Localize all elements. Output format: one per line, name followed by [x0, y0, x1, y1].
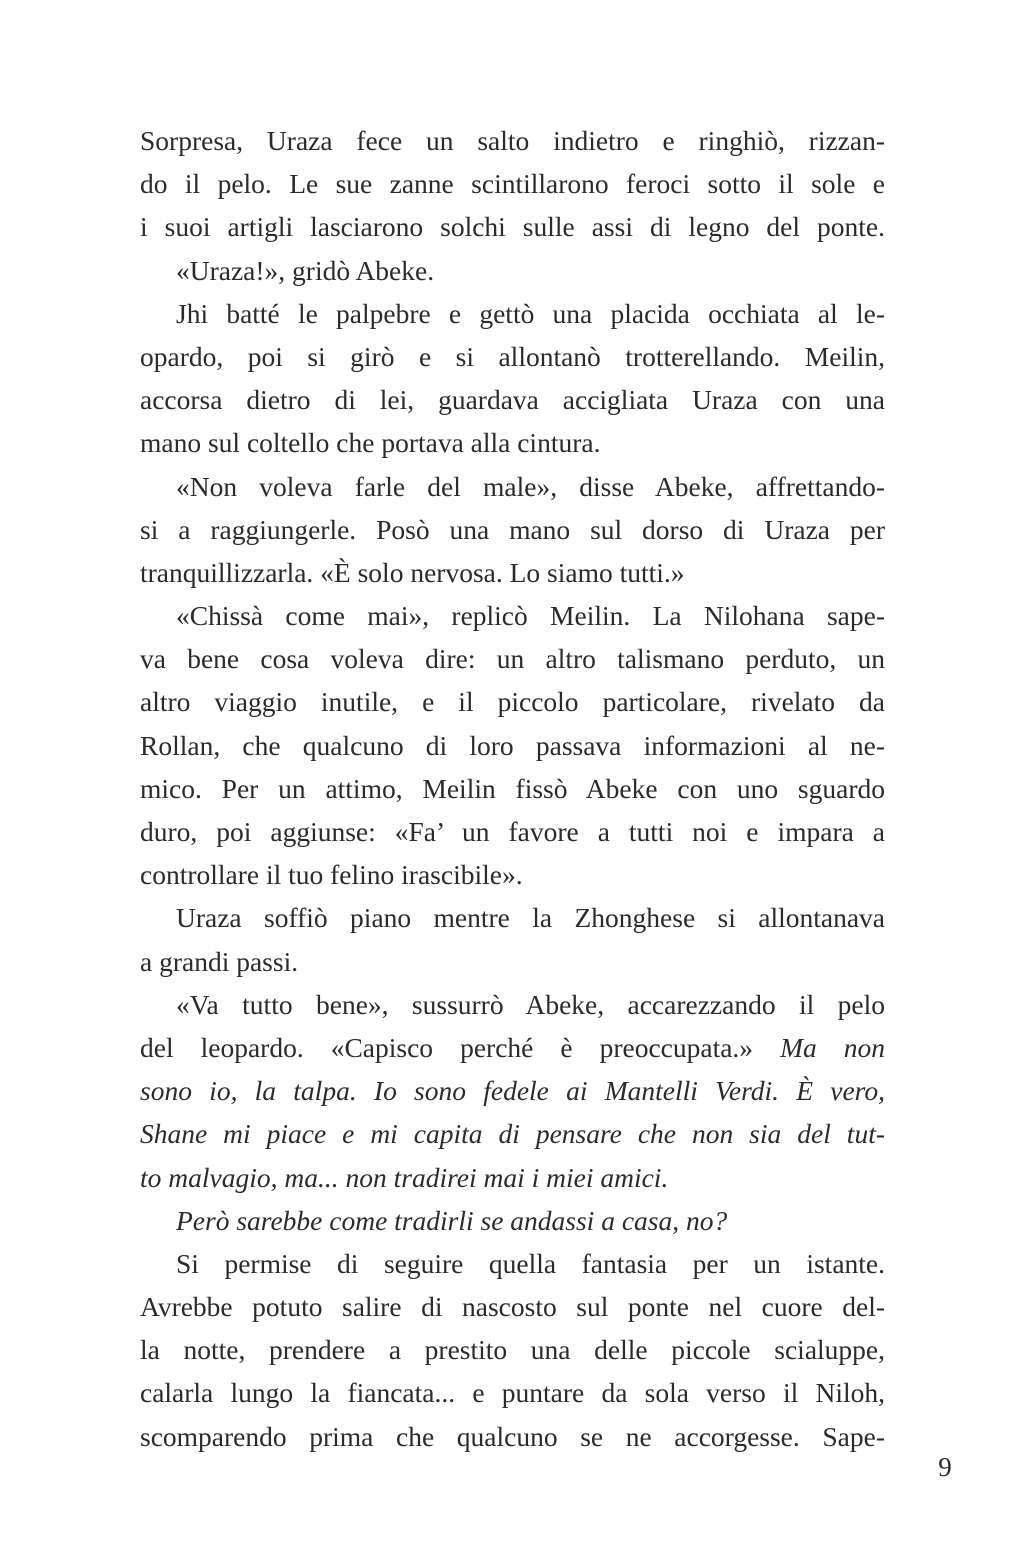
text-line-3: i suoi artigli lasciarono solchi sulle assi di legno del ponte.: [140, 211, 885, 243]
text-line-11: tranquillizzarla. «È solo nervosa. Lo siamo tutti.»: [140, 556, 685, 588]
italic-text: Però sarebbe come tradirli se andassi a casa, no?: [176, 1204, 728, 1236]
text-line-21: «Va tutto bene», sussurrò Abeke, accarezzando il pelo: [176, 988, 885, 1020]
page-number: 9: [938, 1452, 952, 1482]
italic-text: Shane mi piace e mi capita di pensare che non sia del tut-: [140, 1118, 885, 1150]
text-line-15: Rollan, che qualcuno di loro passava informazioni al ne-: [140, 729, 885, 761]
text-line-18: controllare il tuo felino irascibile».: [140, 859, 523, 891]
text-line-17: duro, poi aggiunse: «Fa’ un favore a tutti noi e impara a: [140, 816, 885, 847]
body-text: [140, 119, 885, 1458]
text-line-20: a grandi passi.: [140, 945, 299, 977]
text-line-30: calarla lungo la fiancata... e puntare da sola verso il Niloh,: [140, 1377, 885, 1409]
text-line-19: Uraza soffiò piano mentre la Zhonghese si allontanava: [176, 902, 885, 934]
text-line-28: Avrebbe potuto salire di nascosto sul ponte nel cuore del-: [140, 1291, 885, 1323]
text-line-23: [140, 1069, 885, 1112]
text-line-12: «Chissà come mai», replicò Meilin. La Nilohana sape-: [176, 600, 885, 632]
text-line-16: mico. Per un attimo, Meilin fissò Abeke con uno sguardo: [140, 772, 885, 804]
text-line-26: [140, 1199, 885, 1242]
text-line-6: opardo, poi si girò e si allontanò trotterellando. Meilin,: [140, 340, 885, 372]
text-line-2: do il pelo. Le sue zanne scintillarono feroci sotto il sole e: [140, 168, 885, 200]
text-line-4: «Uraza!», gridò Abeke.: [176, 254, 435, 286]
text-line-5: Jhi batté le palpebre e gettò una placida occhiata al le-: [176, 297, 885, 329]
text-line-27: Si permise di seguire quella fantasia per un istante.: [176, 1247, 885, 1279]
text-line-22: del leopardo. «Capisco perché è preoccupata.» Ma non: [140, 1031, 885, 1063]
text-line-9: «Non voleva farle del male», disse Abeke, affrettando-: [176, 470, 885, 502]
italic-text: sono io, la talpa. Io sono fedele ai Mantelli Verdi. È vero,: [140, 1075, 885, 1107]
italic-text: Ma non: [780, 1031, 885, 1063]
text-line-14: altro viaggio inutile, e il piccolo particolare, rivelato da: [140, 686, 885, 718]
text-line-7: accorsa dietro di lei, guardava accigliata Uraza con una: [140, 384, 885, 416]
text-line-29: la notte, prendere a prestito una delle piccole scialuppe,: [140, 1334, 885, 1366]
text-line-10: si a raggiungerle. Posò una mano sul dorso di Uraza per: [140, 513, 885, 545]
text-line-24: [140, 1112, 885, 1155]
italic-text: to malvagio, ma... non tradirei mai i miei amici.: [140, 1161, 669, 1193]
text-line-1: Sorpresa, Uraza fece un salto indietro e ringhiò, rizzan-: [140, 125, 885, 156]
text-line-8: mano sul coltello che portava alla cintura.: [140, 427, 601, 459]
text-line-31: scomparendo prima che qualcuno se ne accorgesse. Sape-: [140, 1420, 885, 1452]
text-line-13: va bene cosa voleva dire: un altro talismano perduto, un: [140, 643, 885, 675]
text-line-25: [140, 1156, 885, 1199]
